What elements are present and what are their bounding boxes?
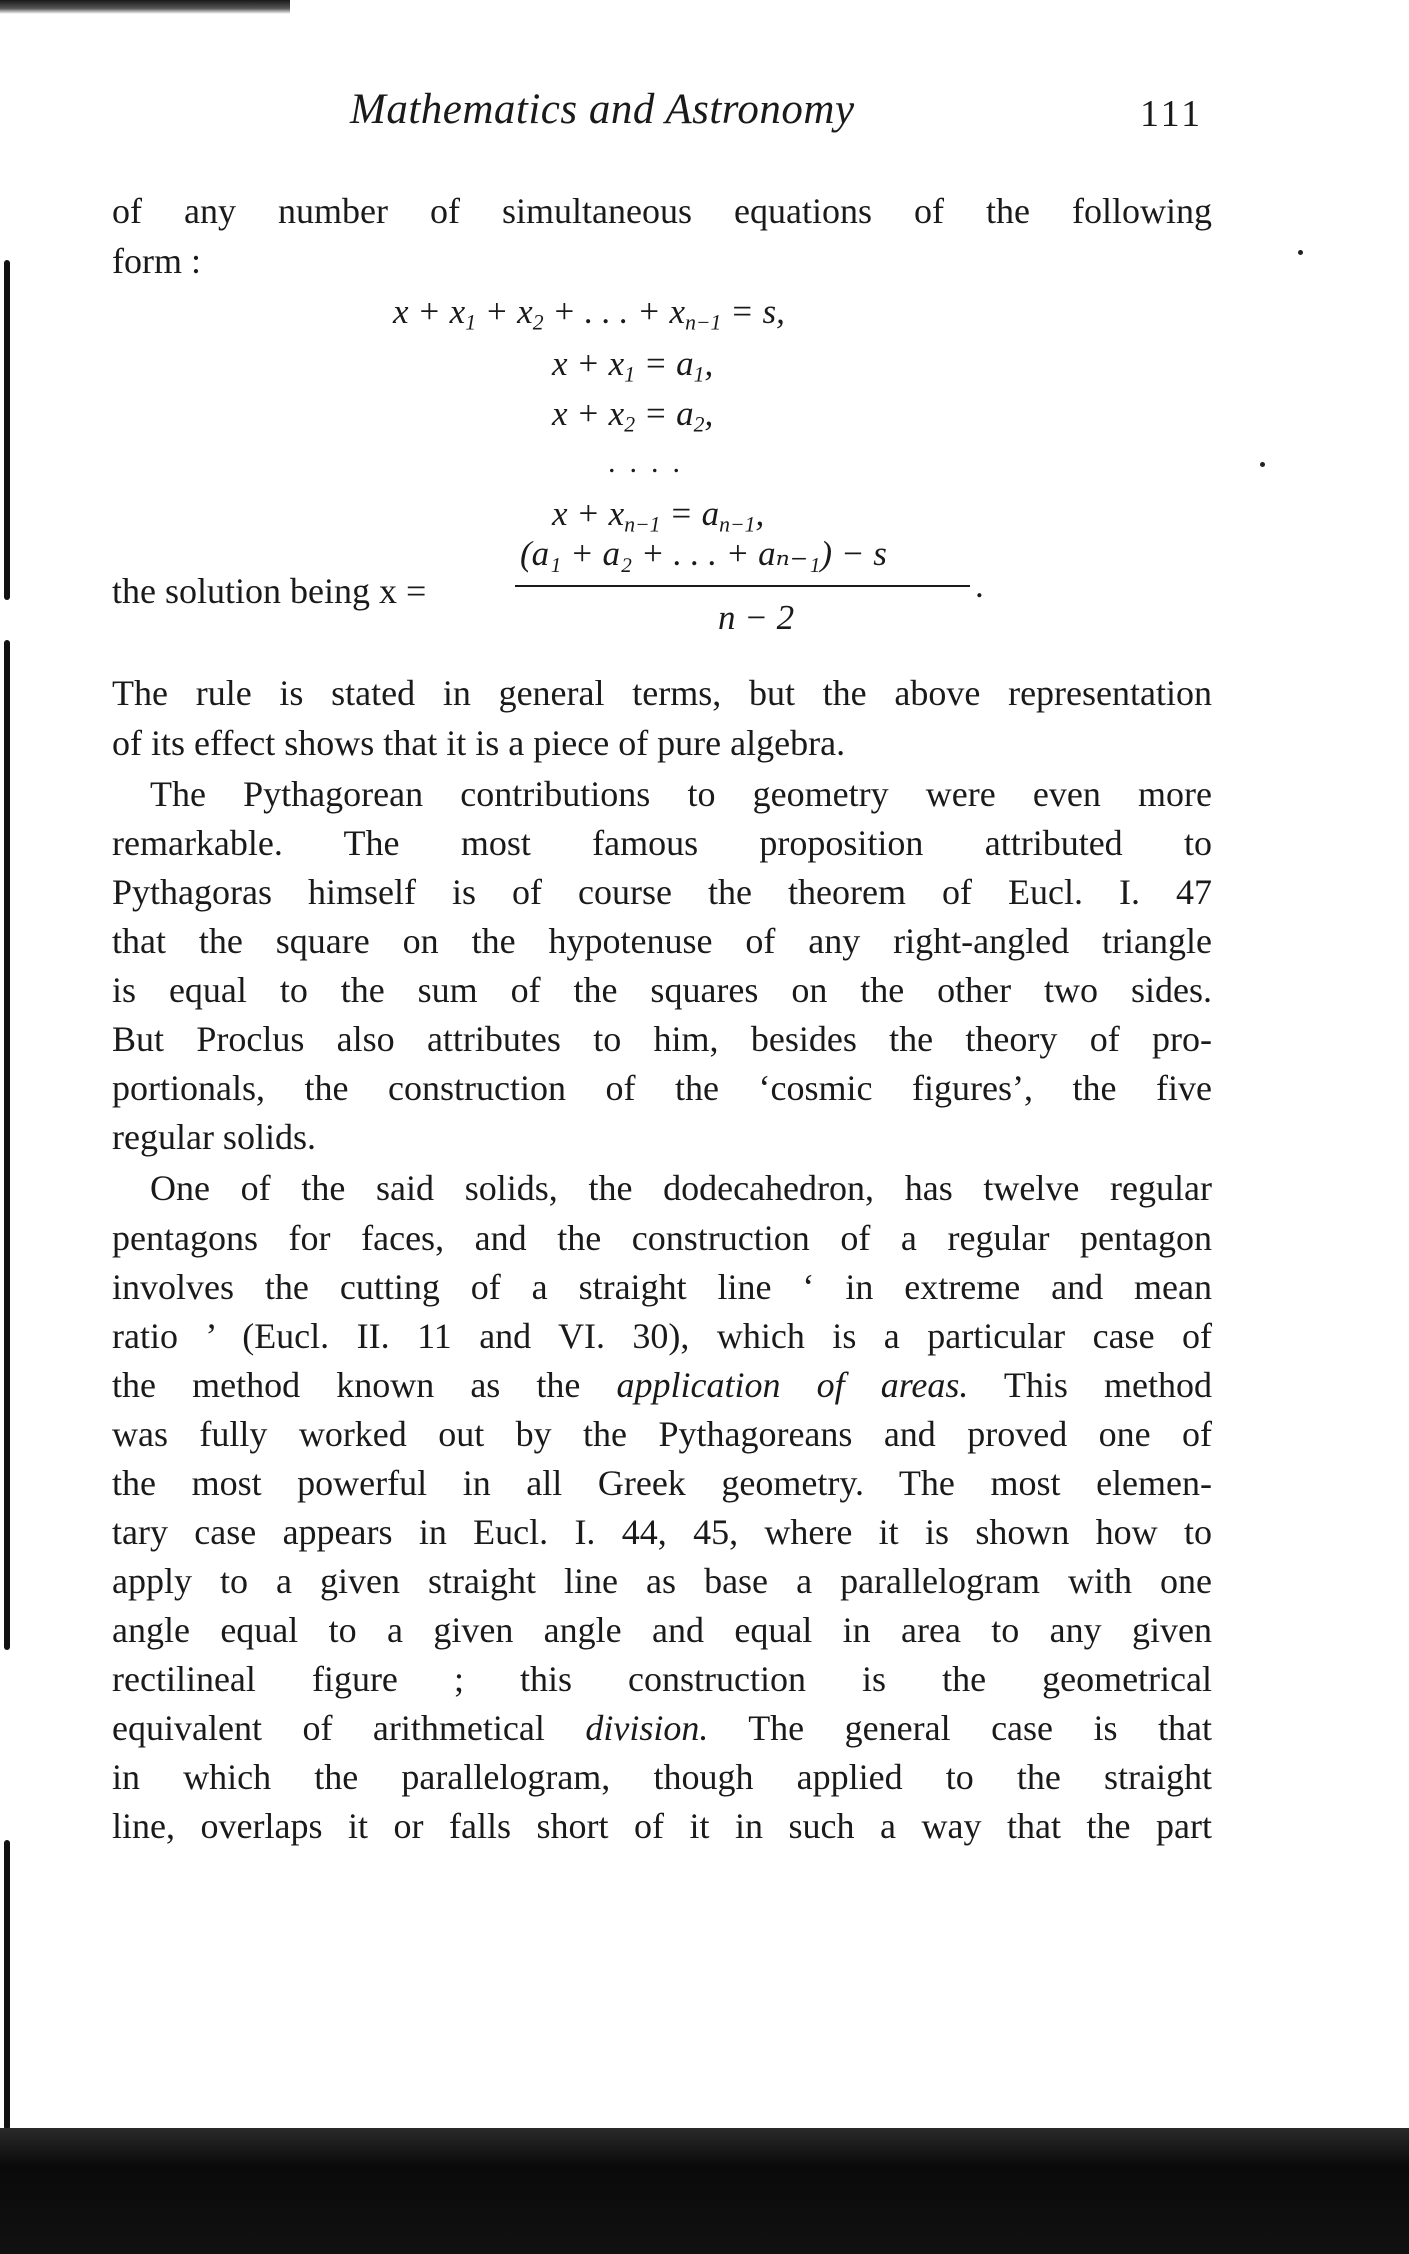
text-line: of its effect shows that it is a piece of pure algebra. — [112, 723, 846, 763]
ellipsis-row: .... — [608, 446, 694, 479]
text-line: involves the cutting of a straight line ‘ in extreme and mean — [112, 1267, 1212, 1307]
equation-1: $x + x_1 + x_2$ + . . . + $x_{n-1} = s$, — [393, 292, 785, 335]
text-line: One of the said solids, the dodecahedron, has twelve regular — [150, 1168, 1212, 1208]
text-line: remarkable. The most famous proposition attributed to — [112, 823, 1212, 863]
text-line: the most powerful in all Greek geometry. The most elemen- — [112, 1463, 1212, 1503]
speck — [1298, 250, 1303, 255]
text-line: pentagons for faces, and the construction of a regular pentagon — [112, 1218, 1212, 1258]
text-line: regular solids. — [112, 1117, 316, 1157]
scan-edge-top — [0, 0, 290, 14]
text-line: The rule is stated in general terms, but the above representation — [112, 673, 1212, 713]
fraction-numerator: (a₁ + a₂ + . . . + aₙ₋₁) − s — [520, 534, 887, 573]
text-line: that the square on the hypotenuse of any right-angled triangle — [112, 921, 1212, 961]
scan-edge-left-1 — [4, 260, 10, 600]
text-line: angle equal to a given angle and equal in area to any given — [112, 1610, 1212, 1650]
text-line: apply to a given straight line as base a parallelogram with one — [112, 1561, 1212, 1601]
equation-2: $x + x_1 = a_1$, — [552, 344, 714, 387]
text-line: line, overlaps it or falls short of it in such a way that the part — [112, 1806, 1212, 1846]
text-line: in which the parallelogram, though applied to the straight — [112, 1757, 1212, 1797]
text-line: equivalent of arithmetical division. The general case is that — [112, 1708, 1213, 1748]
emphasis-application-of-areas: application of areas. — [616, 1365, 969, 1405]
text-line: rectilineal figure ; this construction is the geometrical — [112, 1659, 1212, 1699]
text-line: ratio ’ (Eucl. II. 11 and VI. 30), which is a particular case of — [112, 1316, 1212, 1356]
text-line: tary case appears in Eucl. I. 44, 45, where it is shown how to — [112, 1512, 1212, 1552]
text-line: portionals, the construction of the ‘cosmic figures’, the five — [112, 1068, 1212, 1108]
text-line: was fully worked out by the Pythagoreans and proved one of — [112, 1414, 1212, 1454]
speck — [1260, 462, 1265, 467]
emphasis-division: division. — [585, 1708, 709, 1748]
page-number: 111 — [1140, 93, 1204, 135]
text-line: of any number of simultaneous equations of the following — [112, 191, 1212, 231]
text-line: Pythagoras himself is of course the theorem of Eucl. I. 47 — [112, 872, 1212, 912]
fraction-bar — [515, 585, 970, 587]
text-line: The Pythagorean contributions to geometry were even more — [150, 774, 1212, 814]
text-line: form : — [112, 241, 201, 281]
text-line: the method known as the application of areas. This method — [112, 1365, 1212, 1405]
equation-4: $x + x_{n-1} = a_{n-1}$, — [552, 494, 765, 537]
text-line: But Proclus also attributes to him, besides the theory of pro- — [112, 1019, 1212, 1059]
solution-period: . — [975, 566, 984, 605]
equation-3: $x + x_2 = a_2$, — [552, 394, 714, 437]
solution-lead: the solution being x = — [112, 571, 427, 611]
scan-edge-bottom — [0, 2128, 1409, 2254]
text-line: is equal to the sum of the squares on the other two sides. — [112, 970, 1212, 1010]
scan-edge-left-2 — [4, 640, 10, 1650]
running-header: Mathematics and Astronomy — [350, 86, 855, 133]
scan-edge-left-3 — [4, 1840, 10, 2130]
fraction-denominator: n − 2 — [718, 598, 795, 637]
